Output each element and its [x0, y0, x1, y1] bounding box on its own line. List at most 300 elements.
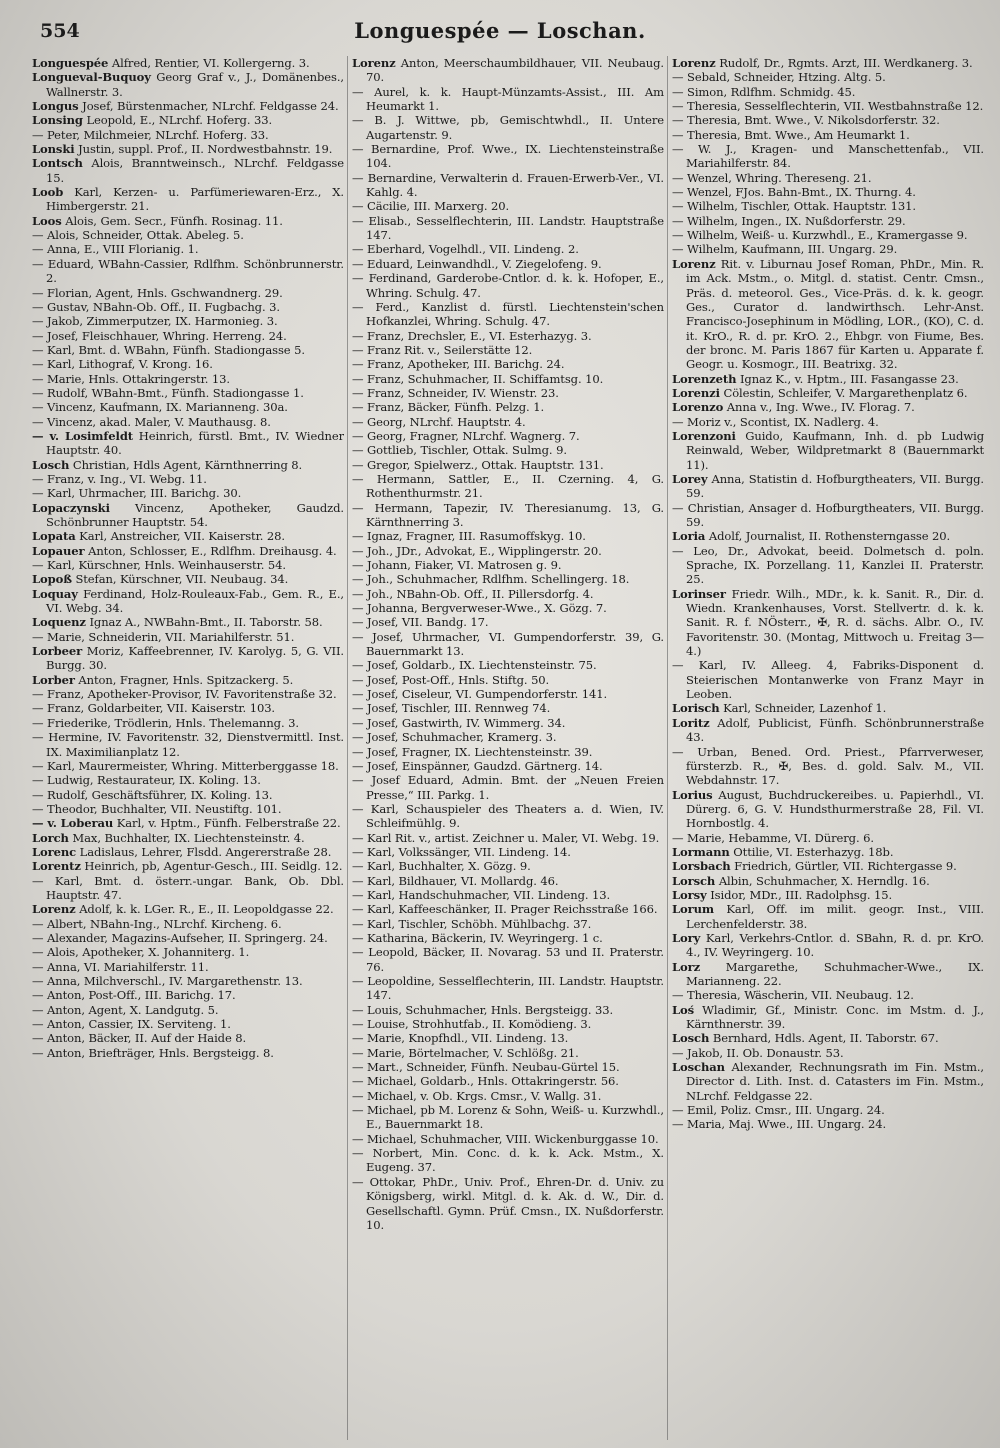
entry-details: Theodor, Buchhalter, VII. Neustiftg. 101. [47, 801, 282, 816]
entry-surname: Loquay [32, 586, 78, 601]
entry-details: Rit. v. Liburnau Josef Roman, PhDr., Min. R. im Ack. Mstm., o. Mitgl. d. statist. Centr. Cmsn., Präs. d. meteorol. Ges., Vice-Präs. d. k. k. geogr. Ges., Curator d. landwirthsch. Lehr-Anst. Francisco-Josephinum in Mödling, LOR., (KO), C. d. it. KrO., R. d. pr. KrO. 2., Ehbgr. von Fiume, Bes. der bronc. M. Paris 1867 für Karten u. Apparate f. Geogr. u. Kosmogr., III. Beatrixg. 32. [686, 256, 984, 372]
entry-surname: Loritz [672, 715, 710, 730]
entry-details: Peter, Milchmeier, NLrchf. Hoferg. 33. [47, 127, 269, 142]
directory-entry [32, 874, 344, 903]
entry-details: Leo, Dr., Advokat, beeid. Dolmetsch d. poln. Sprache, IX. Porzellang. 11, Kanzlei II. Praterstr. 25. [686, 543, 984, 587]
directory-entry [672, 716, 984, 745]
entry-details: Emil, Poliz. Cmsr., III. Ungarg. 24. [687, 1103, 885, 1118]
directory-entry [352, 1146, 664, 1175]
entry-details: Anna, VI. Mariahilferstr. 11. [47, 959, 209, 974]
entry-details: Josef, Goldarb., IX. Liechtensteinstr. 75. [367, 658, 597, 673]
column-divider [667, 56, 668, 1440]
entry-details: Adolf, Publicist, Fünfh. Schönbrunnerstraße 43. [686, 715, 984, 745]
directory-entry [352, 257, 664, 271]
entry-surname: Lory [672, 930, 701, 945]
directory-entry [32, 386, 344, 400]
directory-entry [672, 544, 984, 587]
directory-entry [32, 558, 344, 572]
entry-details: Anton, Bäcker, II. Auf der Haide 8. [47, 1031, 247, 1046]
directory-entry [32, 486, 344, 500]
entry-details: Ferd., Kanzlist d. fürstl. Liechtenstein'schen Hofkanzlei, Whring. Schulg. 47. [366, 299, 664, 329]
directory-entry [352, 472, 664, 501]
directory-entry [352, 802, 664, 831]
directory-entry [32, 400, 344, 414]
entry-details: Rudolf, Dr., Rgmts. Arzt, III. Werdkanerg. 3. [719, 56, 973, 70]
entry-details: Marie, Schneiderin, VII. Mariahilferstr. 51. [47, 629, 295, 644]
directory-entry [672, 1003, 984, 1032]
entry-details: Karl, Kürschner, Hnls. Weinhauserstr. 54. [47, 558, 286, 573]
entry-details: Alexander, Rechnungsrath im Fin. Mstm., Director d. Lith. Inst. d. Catasters im Fin. Mstm., NLrchf. Feldgasse 22. [686, 1060, 984, 1103]
entry-surname: Lorinser [672, 586, 726, 601]
entry-surname: Lopauer [32, 543, 85, 558]
entry-details: Guido, Kaufmann, Inh. d. pb Ludwig Reinwald, Weber, Wildpretmarkt 8 (Bauernmarkt 11). [686, 428, 984, 472]
entry-details: Sebald, Schneider, Htzing. Altg. 5. [687, 70, 886, 85]
entry-details: Theresia, Bmt. Wwe., Am Heumarkt 1. [687, 127, 910, 142]
directory-entry [32, 56, 344, 70]
entry-details: Josef, Tischler, III. Rennweg 74. [367, 701, 551, 716]
entry-details: Bernardine, Verwalterin d. Frauen-Erwerb-Ver., VI. Kahlg. 4. [366, 170, 664, 200]
directory-entry [352, 1003, 664, 1017]
directory-entry [32, 788, 344, 802]
directory-entry [672, 372, 984, 386]
entry-surname: Lorum [672, 902, 715, 917]
entry-details: Joh., JDr., Advokat, E., Wipplingerstr. 20. [367, 543, 602, 558]
directory-entry [352, 1017, 664, 1031]
entry-details: Karl, Verkehrs-Cntlor. d. SBahn, R. d. pr. KrO. 4., IV. Weyringerg. 10. [686, 930, 984, 960]
directory-entry [32, 70, 344, 99]
directory-entry [32, 128, 344, 142]
directory-entry [352, 400, 664, 414]
directory-entry [672, 56, 984, 70]
entry-details: Karl, Anstreicher, VII. Kaiserstr. 28. [79, 529, 285, 544]
directory-entry [672, 902, 984, 931]
directory-entry [352, 745, 664, 759]
directory-entry [32, 716, 344, 730]
directory-entry [32, 357, 344, 371]
entry-details: Theresia, Wäscherin, VII. Neubaug. 12. [687, 988, 914, 1003]
entry-details: Vincenz, Apotheker, Gaudzd. Schönbrunner Hauptstr. 54. [46, 500, 344, 529]
directory-entry [352, 199, 664, 213]
directory-entry [32, 329, 344, 343]
directory-entry [352, 343, 664, 357]
directory-entry [352, 931, 664, 945]
entry-details: Urban, Bened. Ord. Priest., Pfarrverweser, fürsterzb. R., ✠, Bes. d. gold. Salv. M., VII. Webdahnstr. 17. [686, 744, 984, 788]
entry-details: Karl, Schneider, Lazenhof 1. [723, 701, 887, 716]
directory-entry [32, 156, 344, 185]
directory-entry [32, 773, 344, 787]
entry-details: Heinrich, fürstl. Bmt., IV. Wiedner Hauptstr. 40. [46, 428, 344, 458]
directory-entry [352, 673, 664, 687]
entry-details: Josef, Fragner, IX. Liechtensteinstr. 39. [367, 744, 593, 759]
entry-details: Albert, NBahn-Ing., NLrchf. Kircheng. 6. [47, 916, 282, 931]
entry-surname: Lorz [672, 959, 701, 974]
directory-entry [352, 300, 664, 329]
directory-entry [672, 888, 984, 902]
entry-details: Anton, Cassier, IX. Serviteng. 1. [47, 1017, 231, 1032]
entry-surname: Loś [672, 1002, 695, 1017]
entry-details: Max, Buchhalter, IX. Liechtensteinstr. 4. [72, 830, 305, 845]
entry-details: Wenzel, Whring. Thereseng. 21. [687, 170, 872, 185]
entry-details: Rudolf, Geschäftsführer, IX. Koling. 13. [47, 787, 273, 802]
directory-entry [672, 199, 984, 213]
directory-column-1 [32, 56, 344, 1440]
directory-entry [352, 1031, 664, 1045]
directory-entry [32, 831, 344, 845]
directory-entry [672, 960, 984, 989]
directory-entry [32, 816, 344, 830]
directory-entry [352, 716, 664, 730]
entry-details: Ferdinand, Garderobe-Cntlor. d. k. k. Hofoper, E., Whring. Schulg. 47. [366, 271, 664, 300]
directory-entry [32, 701, 344, 715]
entry-surname: Lorbeer [32, 644, 83, 659]
entry-details: Anton, Briefträger, Hnls. Bergsteigg. 8. [47, 1045, 274, 1060]
entry-details: Isidor, MDr., III. Radolphsg. 15. [710, 887, 893, 902]
entry-surname: Losch [32, 457, 70, 472]
entry-details: Franz, Apotheker-Provisor, IV. Favoritenstraße 32. [47, 687, 337, 702]
directory-entry [32, 472, 344, 486]
entry-details: Jakob, Zimmerputzer, IX. Harmonieg. 3. [47, 314, 278, 329]
entry-details: Gregor, Spielwerz., Ottak. Hauptstr. 131. [367, 457, 604, 472]
entry-details: Marie, Knopfhdl., VII. Lindeng. 13. [367, 1031, 569, 1046]
directory-entry [352, 271, 664, 300]
directory-entry [672, 228, 984, 242]
directory-entry [32, 945, 344, 959]
directory-entry [352, 888, 664, 902]
entry-details: Ottokar, PhDr., Univ. Prof., Ehren-Dr. d. Univ. zu Königsberg, wirkl. Mitgl. d. k. Ak. d. W., Dir. d. Gesellschaftl. Gymn. Prüf. Cmsn., IX. Nußdorferstr. 10. [366, 1174, 664, 1232]
entry-details: Moriz, Kaffeebrenner, IV. Karolyg. 5, G. VII. Burgg. 30. [46, 644, 344, 673]
entry-details: Gottlieb, Tischler, Ottak. Sulmg. 9. [367, 443, 567, 458]
entry-surname: Loob [32, 185, 64, 200]
entry-details: Karl Rit. v., artist. Zeichner u. Maler, VI. Webg. 19. [367, 830, 660, 845]
directory-entry [352, 458, 664, 472]
entry-details: Joh., NBahn-Ob. Off., II. Pillersdorfg. 4. [367, 586, 594, 601]
directory-entry [32, 587, 344, 616]
entry-surname: Lonsing [32, 113, 83, 128]
directory-entry [32, 501, 344, 530]
directory-entry [352, 874, 664, 888]
directory-entry [32, 931, 344, 945]
directory-entry [32, 917, 344, 931]
entry-details: Hermann, Sattler, E., II. Czerning. 4, G. Rothenthurmstr. 21. [366, 471, 664, 501]
directory-entry [672, 845, 984, 859]
directory-entry [32, 286, 344, 300]
entry-details: Heinrich, pb, Agentur-Gesch., III. Seidlg. 12. [84, 859, 343, 874]
directory-entry [352, 558, 664, 572]
directory-entry [352, 687, 664, 701]
entry-details: Wilhelm, Tischler, Ottak. Hauptstr. 131. [687, 199, 916, 214]
entry-surname: Longueval-Buquoy [32, 70, 151, 85]
entry-details: Karl, Kaffeeschänker, II. Prager Reichsstraße 166. [367, 902, 658, 917]
entry-details: Anna, Statistin d. Hofburgtheaters, VII. Burgg. 59. [686, 471, 984, 501]
entry-details: Anton, Fragner, Hnls. Spitzackerg. 5. [78, 672, 294, 687]
directory-entry [672, 859, 984, 873]
directory-entry [32, 1003, 344, 1017]
directory-entry [352, 831, 664, 845]
entry-details: Karl, Tischler, Schöbh. Mühlbachg. 37. [367, 916, 592, 931]
entry-surname: Loria [672, 529, 706, 544]
entry-details: Karl, Volkssänger, VII. Lindeng. 14. [367, 844, 571, 859]
entry-surname: Lopoß [32, 572, 72, 587]
directory-entry [672, 1031, 984, 1045]
directory-entry [32, 615, 344, 629]
entry-details: Cäcilie, III. Marxerg. 20. [367, 199, 510, 214]
directory-entry [672, 874, 984, 888]
directory-entry [352, 1060, 664, 1074]
entry-surname: Lonski [32, 142, 75, 157]
column-divider [347, 56, 348, 1440]
entry-details: Moriz v., Scontist, IX. Nadlerg. 4. [687, 414, 879, 429]
directory-entry [32, 142, 344, 156]
entry-details: Ignaz K., v. Hptm., III. Fasangasse 23. [739, 371, 959, 386]
entry-surname: Lorentz [32, 859, 81, 874]
entry-surname: Lorenz [352, 56, 396, 70]
directory-entry [32, 242, 344, 256]
entry-details: Eduard, WBahn-Cassier, Rdlfhm. Schönbrunnerstr. 2. [46, 256, 344, 286]
entry-details: Eduard, Leinwandhdl., V. Ziegelofeng. 9. [367, 256, 602, 271]
entry-details: Anton, Agent, X. Landgutg. 5. [47, 1002, 219, 1017]
entry-details: Louis, Schuhmacher, Hnls. Bergsteigg. 33. [367, 1002, 614, 1017]
directory-entry [352, 917, 664, 931]
directory-entry [352, 329, 664, 343]
directory-entry [352, 242, 664, 256]
entry-surname: Lormann [672, 844, 730, 859]
entry-details: Josef Eduard, Admin. Bmt. der „Neuen Freien Presse,“ III. Parkg. 1. [366, 773, 664, 802]
directory-entry [352, 214, 664, 243]
entry-details: Josef, Schuhmacher, Kramerg. 3. [367, 730, 557, 745]
entry-details: Karl, IV. Alleeg. 4, Fabriks-Disponent d. Steierischen Montanwerke von Franz Mayr in Leoben. [686, 658, 984, 702]
directory-entry [352, 1103, 664, 1132]
directory-entry [32, 960, 344, 974]
directory-entry [32, 415, 344, 429]
entry-details: Franz Rit. v., Seilerstätte 12. [367, 342, 533, 357]
directory-entry [672, 529, 984, 543]
entry-details: Friedrich, Gürtler, VII. Richtergasse 9. [734, 859, 957, 874]
entry-details: Karl, Schauspieler des Theaters a. d. Wien, IV. Schleifmühlg. 9. [366, 801, 664, 831]
entry-details: Wilhelm, Ingen., IX. Nußdorferstr. 29. [687, 213, 906, 228]
directory-entry [672, 658, 984, 701]
entry-details: Katharina, Bäckerin, IV. Weyringerg. 1 c. [367, 930, 603, 945]
entry-details: Simon, Rdlfhm. Schmidg. 45. [687, 84, 856, 99]
directory-entry [352, 56, 664, 85]
directory-entry [32, 630, 344, 644]
directory-entry [352, 529, 664, 543]
entry-details: Justin, suppl. Prof., II. Nordwestbahnstr. 19. [78, 142, 333, 157]
entry-details: Johann, Fiaker, VI. Matrosen g. 9. [367, 558, 562, 573]
entry-details: Friederike, Trödlerin, Hnls. Thelemanng. 3. [47, 715, 299, 730]
directory-entry [352, 113, 664, 142]
entry-details: Gustav, NBahn-Ob. Off., II. Fugbachg. 3. [47, 299, 280, 314]
directory-entry [672, 99, 984, 113]
entry-surname: Lorsy [672, 887, 707, 902]
entry-details: Eberhard, Vogelhdl., VII. Lindeng. 2. [367, 242, 579, 257]
entry-surname: Lorenc [32, 844, 77, 859]
directory-entry [672, 128, 984, 142]
entry-details: Rudolf, WBahn-Bmt., Fünfh. Stadiongasse 1. [47, 385, 304, 400]
entry-details: Josef, VII. Bandg. 17. [367, 615, 489, 630]
entry-details: Adolf, k. k. LGer. R., E., II. Leopoldgasse 22. [79, 902, 334, 917]
entry-details: Hermann, Tapezir, IV. Theresianumg. 13, G. Kärnthnerring 3. [366, 500, 664, 529]
entry-details: Wilhelm, Weiß- u. Kurzwhdl., E., Kramergasse 9. [687, 228, 968, 243]
directory-entry [352, 171, 664, 200]
directory-entry [352, 587, 664, 601]
page-number: 554 [40, 20, 80, 42]
entry-details: Karl, Bmt. d. WBahn, Fünfh. Stadiongasse 5. [47, 342, 305, 357]
directory-entry [32, 1046, 344, 1060]
entry-surname: Longus [32, 99, 79, 114]
entry-details: Josef, Einspänner, Gaudzd. Gärtnerg. 14. [367, 758, 603, 773]
entry-surname: Lorsbach [672, 859, 731, 874]
entry-details: Michael, Goldarb., Hnls. Ottakringerstr. 56. [367, 1074, 619, 1089]
entry-details: Theresia, Bmt. Wwe., V. Nikolsdorferstr. 32. [687, 113, 940, 128]
entry-details: Christian, Ansager d. Hofburgtheaters, VII. Burgg. 59. [686, 500, 984, 529]
entry-details: Karl, v. Hptm., Fünfh. Felberstraße 22. [116, 816, 341, 831]
directory-entry [672, 988, 984, 1002]
entry-details: Albin, Schuhmacher, X. Herndlg. 16. [718, 873, 930, 888]
entry-details: Alexander, Magazins-Aufseher, II. Springerg. 24. [47, 930, 328, 945]
entry-surname: — v. Loberau [32, 816, 114, 831]
directory-entry [672, 1060, 984, 1103]
directory-entry [352, 501, 664, 530]
directory-entry [32, 185, 344, 214]
directory-entry [352, 859, 664, 873]
entry-details: Christian, Hdls Agent, Kärnthnerring 8. [72, 457, 303, 472]
directory-entry [352, 845, 664, 859]
directory-entry [32, 314, 344, 328]
directory-entry [352, 1175, 664, 1232]
directory-entry [352, 759, 664, 773]
entry-details: Louise, Strohhutfab., II. Komödieng. 3. [367, 1017, 592, 1032]
directory-entry [352, 142, 664, 171]
entry-details: Leopold, E., NLrchf. Hoferg. 33. [86, 113, 273, 128]
directory-entry [32, 802, 344, 816]
entry-details: Margarethe, Schuhmacher-Wwe., IX. Marianneng. 22. [686, 959, 984, 988]
entry-details: Ignaz, Fragner, III. Rasumoffskyg. 10. [367, 529, 586, 544]
directory-entry [672, 113, 984, 127]
entry-details: Michael, pb M. Lorenz & Sohn, Weiß- u. Kurzwhdl., E., Bauernmarkt 18. [366, 1103, 664, 1132]
entry-details: Stefan, Kürschner, VII. Neubaug. 34. [75, 572, 289, 587]
entry-surname: Lorisch [672, 701, 720, 716]
entry-surname: Lorenzoni [672, 428, 736, 443]
directory-entry [352, 572, 664, 586]
entry-details: Karl, Uhrmacher, III. Barichg. 30. [47, 486, 242, 501]
entry-details: Elisab., Sesselflechterin, III. Landstr. Hauptstraße 147. [366, 213, 664, 243]
entry-surname: Lopata [32, 529, 76, 544]
directory-entry [672, 242, 984, 256]
entry-details: Bernardine, Prof. Wwe., IX. Liechtensteinstraße 104. [366, 142, 664, 171]
directory-entry [352, 630, 664, 659]
entry-details: Josef, Post-Off., Hnls. Stiftg. 50. [367, 672, 550, 687]
entry-details: Josef, Bürstenmacher, NLrchf. Feldgasse 24. [82, 99, 339, 114]
entry-details: Jakob, II. Ob. Donaustr. 53. [687, 1045, 844, 1060]
directory-entry [32, 257, 344, 286]
directory-entry [672, 701, 984, 715]
entry-details: Karl, Handschuhmacher, VII. Lindeng. 13. [367, 887, 611, 902]
entry-details: Alois, Branntweinsch., NLrchf. Feldgasse 15. [46, 156, 344, 185]
directory-entry [32, 902, 344, 916]
directory-entry [672, 142, 984, 171]
directory-entry [672, 1046, 984, 1060]
directory-entry [672, 429, 984, 472]
directory-entry [32, 988, 344, 1002]
directory-entry [672, 185, 984, 199]
entry-details: Alois, Apotheker, X. Johanniterg. 1. [47, 945, 250, 960]
directory-entry [32, 343, 344, 357]
directory-entry [352, 1046, 664, 1060]
directory-entry [32, 730, 344, 759]
entry-surname: Lorenzi [672, 385, 720, 400]
entry-details: Karl, Buchhalter, X. Gözg. 9. [367, 859, 531, 874]
directory-entry [352, 429, 664, 443]
directory-entry [32, 1031, 344, 1045]
directory-entry [672, 85, 984, 99]
entry-details: Michael, Schuhmacher, VIII. Wickenburggasse 10. [367, 1131, 659, 1146]
entry-details: August, Buchdruckereibes. u. Papierhdl., VI. Dürerg. 6, G. V. Hundsthurmerstraße 28, Fil. VI. Hornbostlg. 4. [686, 787, 984, 831]
directory-entry [32, 99, 344, 113]
entry-details: Ottilie, VI. Esterhazyg. 18b. [733, 844, 894, 859]
directory-entry [352, 415, 664, 429]
entry-surname: Lontsch [32, 156, 83, 171]
directory-entry [32, 228, 344, 242]
directory-entry [672, 415, 984, 429]
directory-entry [32, 673, 344, 687]
entry-details: Joh., Schuhmacher, Rdlfhm. Schellingerg. 18. [367, 572, 630, 587]
entry-surname: Lopaczynski [32, 500, 110, 515]
entry-details: Vincenz, akad. Maler, V. Mauthausg. 8. [47, 414, 271, 429]
entry-details: Franz, Apotheker, III. Barichg. 24. [367, 357, 565, 372]
directory-entry [672, 472, 984, 501]
directory-entry [352, 615, 664, 629]
directory-entry [32, 974, 344, 988]
directory-entry [672, 831, 984, 845]
entry-details: Mart., Schneider, Fünfh. Neubau-Gürtel 15. [367, 1060, 620, 1075]
entry-details: Franz, Schneider, IV. Wienstr. 23. [367, 385, 559, 400]
entry-details: Adolf, Journalist, II. Rothensterngasse 20. [708, 529, 951, 544]
entry-details: Ludwig, Restaurateur, IX. Koling. 13. [47, 773, 261, 788]
entry-details: Georg Graf v., J., Domänenbes., Wallnerstr. 3. [46, 70, 344, 99]
entry-details: Alfred, Rentier, VI. Kollergerng. 3. [111, 56, 310, 70]
entry-details: Franz, Goldarbeiter, VII. Kaiserstr. 103. [47, 701, 276, 716]
entry-details: Anton, Post-Off., III. Barichg. 17. [47, 988, 236, 1003]
directory-entry [672, 745, 984, 788]
directory-entry [672, 70, 984, 84]
directory-entry [672, 400, 984, 414]
entry-surname: Lorsch [672, 873, 716, 888]
entry-details: Marie, Börtelmacher, V. Schlößg. 21. [367, 1045, 579, 1060]
entry-details: Georg, Fragner, NLrchf. Wagnerg. 7. [367, 428, 580, 443]
entry-details: Maria, Maj. Wwe., III. Ungarg. 24. [687, 1117, 887, 1132]
directory-entry [672, 788, 984, 831]
entry-details: Johanna, Bergverweser-Wwe., X. Gözg. 7. [367, 601, 607, 616]
entry-details: Karl, Off. im milit. geogr. Inst., VIII. Lerchenfelderstr. 38. [686, 902, 984, 931]
directory-entry [672, 171, 984, 185]
entry-details: Aurel, k. k. Haupt-Münzamts-Assist., III. Am Heumarkt 1. [366, 84, 664, 114]
directory-entry [32, 845, 344, 859]
directory-entry [32, 644, 344, 673]
directory-entry [32, 859, 344, 873]
entry-details: B. J. Wittwe, pb, Gemischtwhdl., II. Untere Augartenstr. 9. [366, 113, 664, 142]
directory-entry [352, 658, 664, 672]
entry-details: Anna v., Ing. Wwe., IV. Florag. 7. [726, 400, 915, 415]
directory-entry [352, 85, 664, 114]
entry-surname: Loquenz [32, 615, 86, 630]
entry-details: W. J., Kragen- und Manschettenfab., VII. Mariahilferstr. 84. [686, 142, 984, 171]
directory-entry [32, 300, 344, 314]
entry-details: Karl, Bildhauer, VI. Mollardg. 46. [367, 873, 559, 888]
entry-surname: Lorenz [672, 56, 716, 70]
entry-details: Karl, Lithograf, V. Krong. 16. [47, 357, 213, 372]
entry-details: Josef, Gastwirth, IV. Wimmerg. 34. [367, 715, 566, 730]
entry-details: Wenzel, FJos. Bahn-Bmt., IX. Thurng. 4. [687, 185, 916, 200]
